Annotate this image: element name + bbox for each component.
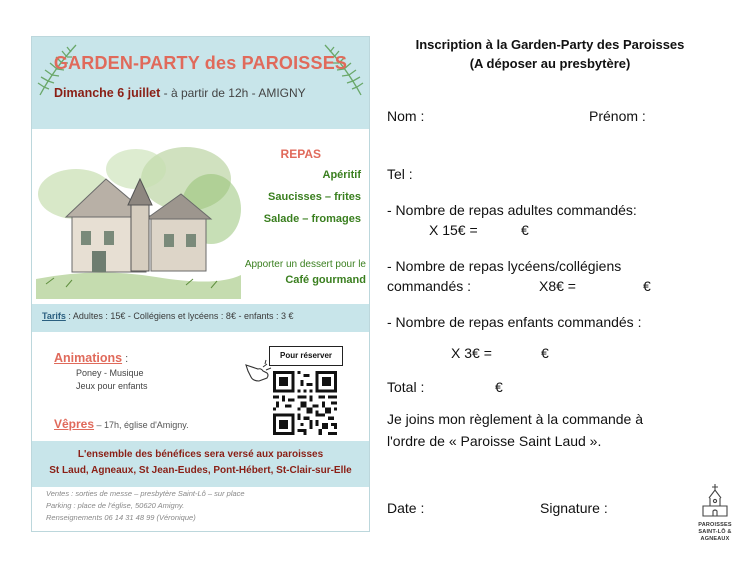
benefices-line: L'ensemble des bénéfices sera versé aux paroisses <box>77 449 324 460</box>
enfants-line: - Nombre de repas enfants commandés : <box>387 314 642 330</box>
vepres-label: Vêpres <box>54 417 95 431</box>
reglement-ordre: l'ordre de « Paroisse Saint Laud ». <box>387 433 602 449</box>
total-euro: € <box>495 379 503 395</box>
benefices-parishes: St Laud, Agneaux, St Jean-Eudes, Pont-Hébert, St-Clair-sur-Elle <box>49 465 352 476</box>
tarifs-label: Tarifs <box>42 311 66 321</box>
flyer-date-line <box>54 86 306 100</box>
reserve-label: Pour réserver <box>269 346 343 366</box>
form-title-line1: Inscription à la Garden-Party des Paroisses <box>415 37 685 52</box>
qr-code-icon <box>273 371 337 435</box>
vepres-text: – 17h, église d'Amigny. <box>94 420 189 430</box>
enfants-euro: € <box>541 345 549 361</box>
tarifs <box>42 311 293 321</box>
renseignements-line: Renseignements 06 14 31 48 99 (Véronique) <box>46 513 196 522</box>
form-title-line2: (A déposer au presbytère) <box>469 56 631 71</box>
signature-field-label: Signature : <box>540 500 608 516</box>
reglement-line: Je joins mon règlement à la commande à <box>387 411 644 427</box>
repas-item: Apéritif <box>322 169 361 181</box>
parish-logo <box>689 483 741 543</box>
ventes-info <box>46 488 245 524</box>
tel-field-label: Tel : <box>387 166 413 182</box>
prenom-field-label: Prénom : <box>589 108 646 124</box>
repas-title: REPAS <box>280 147 321 161</box>
lyceens-commandes: commandés : <box>387 278 472 294</box>
date-field-label: Date : <box>387 500 425 516</box>
benefices-text <box>32 447 369 479</box>
parking-line: Parking : place de l'église, 50620 Amigny. <box>46 501 185 510</box>
lyceens-line: - Nombre de repas lycéens/collégiens <box>387 258 622 274</box>
form-title <box>385 35 715 73</box>
church-icon <box>700 483 730 517</box>
flyer-title: GARDEN-PARTY des PAROISSES <box>53 53 348 73</box>
event-date: Dimanche 6 juillet <box>54 86 161 100</box>
ventes-line: Ventes : sorties de messe – presbytère Saint-Lô – sur place <box>46 489 245 498</box>
total-label: Total : <box>387 379 425 395</box>
enfants-price: X 3€ = <box>451 345 492 361</box>
vepres-line <box>54 417 189 431</box>
registration-form <box>385 0 715 578</box>
animation-item: Jeux pour enfants <box>76 381 148 391</box>
lyceens-euro: € <box>643 278 651 294</box>
house-sketch-illustration <box>36 139 241 299</box>
cafe-gourmand: Café gourmand <box>285 274 366 286</box>
animation-item: Poney - Musique <box>76 368 144 378</box>
repas-item: Saucisses – frites <box>268 191 361 203</box>
nom-field-label: Nom : <box>387 108 425 124</box>
tarifs-values: : Adultes : 15€ - Collégiens et lycéens : 8€ - enfants : 3 € <box>65 311 294 321</box>
animations-section <box>54 351 148 391</box>
dessert-text: Apporter un dessert pour le <box>244 259 366 270</box>
event-time-place: - à partir de 12h - AMIGNY <box>160 86 306 100</box>
repas-item: Salade – fromages <box>263 213 361 225</box>
adultes-price: X 15€ = <box>429 222 478 238</box>
animations-colon: : <box>122 353 129 365</box>
lyceens-price: X8€ = <box>539 278 576 294</box>
logo-line2: SAINT-LÔ & AGNEAUX <box>698 529 732 542</box>
adultes-euro: € <box>521 222 529 238</box>
flyer <box>31 36 370 532</box>
dessert-note <box>245 259 366 286</box>
animations-title <box>54 351 148 365</box>
logo-line1: PAROISSES <box>698 522 732 528</box>
animations-label: Animations <box>54 351 123 365</box>
repas-menu <box>264 147 361 235</box>
adultes-line: - Nombre de repas adultes commandés: <box>387 202 637 218</box>
